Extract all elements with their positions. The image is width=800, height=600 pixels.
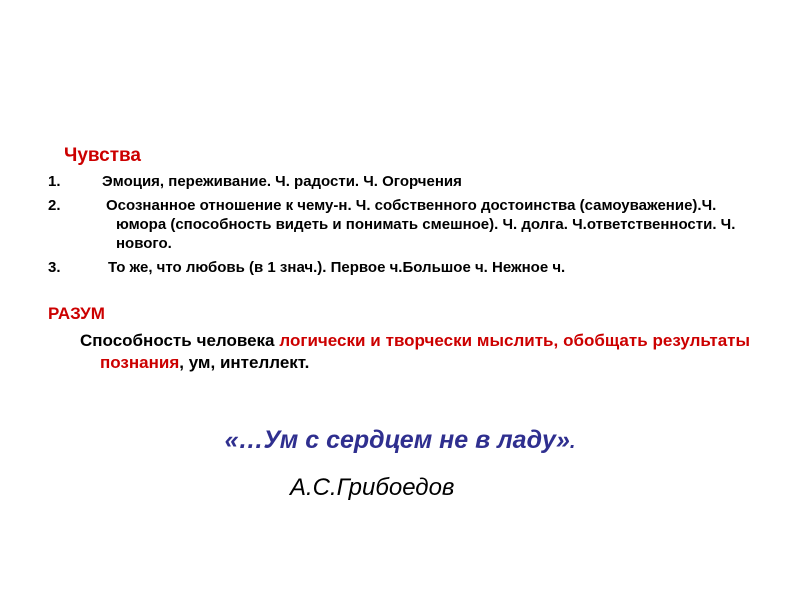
reason-definition-start: Способность человека — [80, 331, 280, 350]
quote-end-mark: . — [569, 431, 576, 453]
quote-text: «…Ум с сердцем не в ладу» — [224, 426, 570, 454]
definitions-list — [48, 172, 768, 282]
definition-number: 3. — [48, 259, 61, 276]
heading-feelings: Чувства — [64, 145, 141, 166]
definition-number: 2. — [48, 197, 61, 214]
definition-item — [48, 172, 768, 191]
quote-author: А.С.Грибоедов — [290, 474, 455, 501]
heading-reason: РАЗУМ — [48, 304, 105, 323]
quote — [0, 426, 800, 455]
reason-definition-end: , ум, интеллект. — [179, 353, 310, 372]
reason-definition — [80, 330, 751, 374]
definition-item — [48, 258, 768, 277]
reason-definition-highlight: логически и творчески мыслить, обобщать результаты познания — [100, 331, 751, 372]
definition-number: 1. — [48, 173, 61, 190]
definition-text: То же, что любовь (в 1 знач.). Первое ч.Большое ч. Нежное ч. — [108, 259, 566, 276]
definition-text: Эмоция, переживание. Ч. радости. Ч. Огорчения — [102, 173, 462, 190]
definition-item — [48, 196, 768, 253]
definition-text: Осознанное отношение к чему-н. Ч. собственного достоинства (самоуважение).Ч. юмора (способность видеть и понимать смешное). Ч. долга. Ч.ответственности. Ч. нового. — [106, 197, 736, 252]
